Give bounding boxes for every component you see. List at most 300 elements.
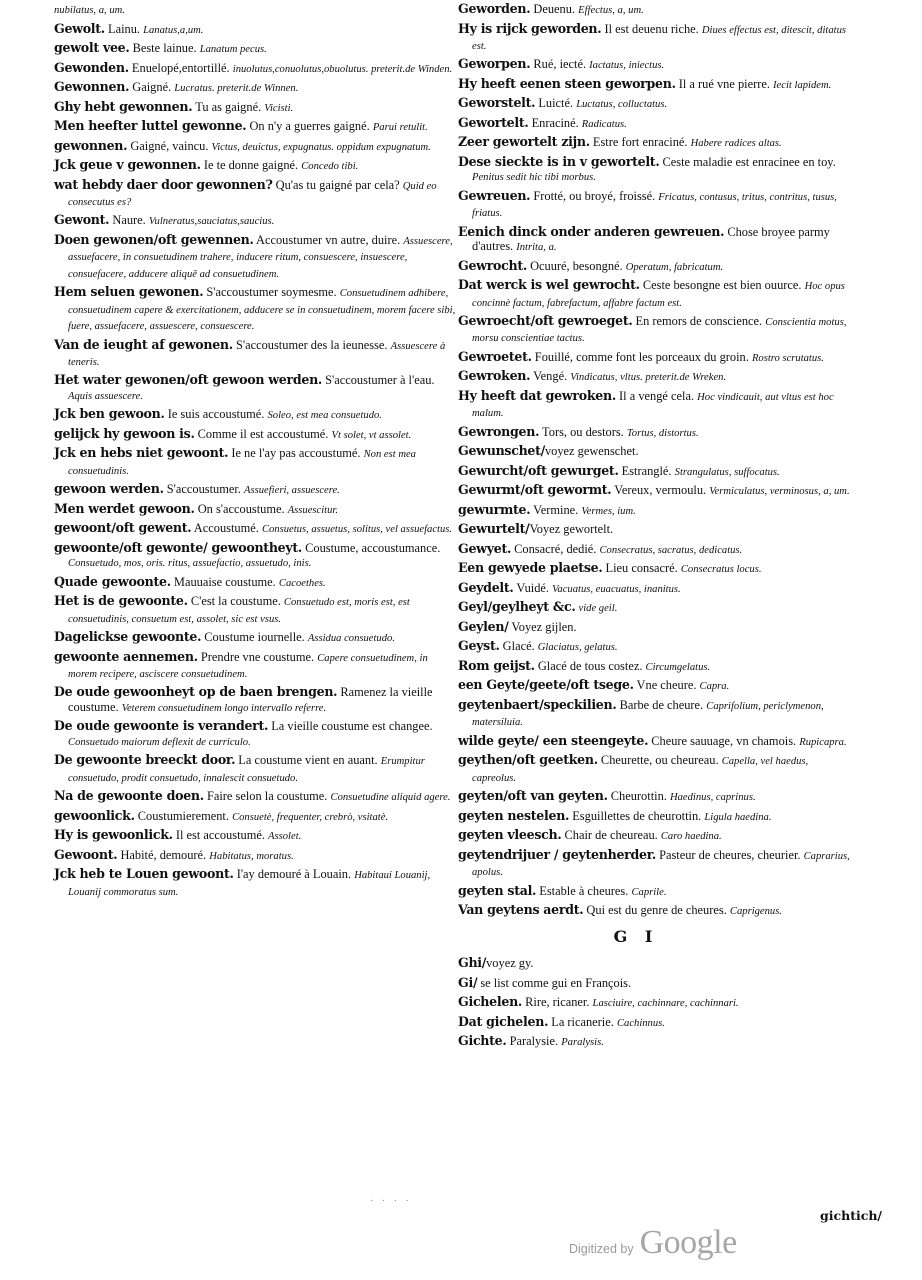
entry-headword: Het is de gewoonte. — [54, 593, 188, 609]
entry-french-gloss: Estre fort enraciné. — [589, 135, 691, 150]
entry-french-gloss: Cheurette, ou cheureau. — [597, 753, 722, 768]
dictionary-entry — [458, 389, 854, 422]
entry-latin-gloss: Consuetudo, mos, oris. ritus, assuefactio, assuetudo, inis. — [68, 558, 312, 570]
dictionary-entry — [458, 698, 854, 731]
entry-french-gloss: Estable à cheures. — [536, 883, 632, 898]
dictionary-entry — [458, 350, 854, 366]
dictionary-entry — [458, 155, 854, 186]
entry-latin-gloss: Ligula haedina. — [704, 811, 772, 823]
entry-headword: De oude gewoonte is verandert. — [54, 718, 269, 734]
dictionary-entry — [458, 314, 854, 347]
entry-headword: Gewoont. — [54, 846, 118, 862]
entry-french-gloss: Voyez gijlen. — [508, 619, 577, 634]
digitized-footer — [569, 1224, 737, 1262]
entry-latin-gloss: Lasciuire, cachinnare, cachinnari. — [592, 998, 739, 1010]
entry-headword: Gewyet. — [458, 540, 512, 556]
dictionary-entry — [458, 522, 854, 538]
entry-latin-gloss: Quid eo consecutus es? — [68, 180, 437, 208]
dictionary-entry — [54, 100, 458, 116]
entry-latin-gloss: Non est mea consuetudinis. — [68, 449, 416, 477]
entry-latin-gloss: Vindicatus, vltus. preterit.de Wreken. — [570, 372, 727, 384]
entry-latin-gloss: Lanatum pecus. — [199, 44, 267, 55]
entry-headword: gelijck hy gewoon is. — [54, 425, 195, 441]
entry-headword: Dese sieckte is in v gewortelt. — [458, 153, 660, 169]
entry-latin-gloss: Assuefieri, assuescere. — [244, 485, 340, 497]
entry-headword: Gichte. — [458, 1033, 507, 1049]
dictionary-entry — [458, 483, 854, 499]
digitized-by-label: Digitized by — [569, 1242, 634, 1256]
entry-latin-gloss: Rupicapra. — [799, 736, 847, 748]
entry-french-gloss: Chose broyee parmy d'autres. — [472, 224, 830, 254]
entry-headword: Hy heeft dat gewroken. — [458, 387, 616, 403]
dictionary-entry — [54, 650, 458, 683]
entry-french-gloss: Qui est du genre de cheures. — [583, 903, 730, 918]
entry-latin-gloss: Conscientia motus, morsu conscientiae tactus. — [472, 317, 847, 345]
entry-french-gloss: Ocuuré, besongné. — [526, 258, 626, 273]
entry-french-gloss: Vermine. — [530, 502, 582, 517]
entry-headword: De oude gewoonheyt op de baen brengen. — [54, 684, 338, 700]
entry-french-gloss: La coustume vient en auant. — [235, 753, 381, 768]
dictionary-entry — [458, 789, 854, 805]
dictionary-entry — [54, 789, 458, 805]
dictionary-entry — [458, 22, 854, 55]
entry-headword: geytenbaert/speckilien. — [458, 696, 617, 712]
entry-headword: De gewoonte breeckt door. — [54, 752, 236, 768]
entry-latin-gloss: Caprarius, apolus. — [472, 850, 850, 879]
entry-latin-gloss: Capra. — [699, 681, 730, 693]
dictionary-entry — [54, 575, 458, 591]
entry-french-gloss: Esguillettes de cheurottin. — [569, 808, 705, 823]
entry-french-gloss: Deuenu. — [530, 2, 579, 16]
entry-headword: geyten nestelen. — [458, 807, 570, 823]
dictionary-entry — [458, 903, 854, 919]
entry-french-gloss: I'ay demouré à Louain. — [233, 867, 355, 882]
dictionary-entry — [54, 338, 458, 371]
entry-latin-gloss: Assolet. — [268, 831, 302, 843]
entry-latin-gloss: Consuetudinem adhibere, consuetudinem capere & exercitationem, adducere se in consuetudinem, morem facere sibi, fuere, assuefacere, assuescere, consuescere. — [68, 288, 456, 333]
dictionary-entry — [458, 639, 854, 655]
dictionary-entry — [458, 976, 854, 992]
dictionary-entry — [458, 828, 854, 844]
dictionary-entry — [54, 541, 458, 572]
entry-latin-gloss: Assuescitur. — [287, 504, 339, 516]
entry-french-gloss: voyez gy. — [486, 956, 534, 971]
dictionary-entry — [54, 139, 458, 155]
dictionary-entry — [458, 1034, 854, 1050]
entry-latin-gloss: Tortus, distortus. — [626, 427, 699, 439]
entry-latin-gloss: Assidua consuetudo. — [307, 633, 395, 645]
entry-latin-gloss: Hoc opus concinnè factum, fabrefactum, affabre factum est. — [472, 281, 845, 309]
dictionary-entry — [54, 753, 458, 786]
dictionary-entry — [54, 61, 458, 77]
dictionary-entry — [458, 57, 854, 73]
entry-french-gloss: Glacé. — [499, 639, 538, 654]
entry-headword: Geylen/ — [458, 618, 509, 634]
entry-headword: Gewurcht/oft gewurget. — [458, 462, 619, 478]
entry-headword: geythen/oft geetken. — [458, 752, 598, 768]
entry-latin-gloss: Assuescere à teneris. — [68, 340, 446, 368]
entry-french-gloss: Habité, demouré. — [117, 847, 210, 862]
entry-latin-gloss: Circumgelatus. — [645, 661, 711, 673]
entry-headword: Van de ieught af gewonen. — [54, 336, 233, 352]
dictionary-entry — [54, 446, 458, 479]
entry-latin-gloss: Victus, deuictus, expugnatus. oppidum expugnatum. — [211, 141, 431, 153]
entry-french-gloss: Ceste besongne est bien ouurce. — [639, 278, 805, 293]
entry-french-gloss: Il est deuenu riche. — [601, 21, 702, 36]
entry-headword: Gewurtelt/ — [458, 521, 530, 537]
entry-french-gloss: Paralysie. — [506, 1034, 562, 1049]
entry-latin-gloss: Vicisti. — [264, 102, 294, 114]
entry-headword: Gewonnen. — [54, 79, 130, 94]
entry-french-gloss: Fouillé, comme font les porceaux du groin. — [531, 349, 752, 364]
entry-latin-gloss: Consuetudo maiorum deflexit de curriculo. — [68, 736, 251, 748]
dictionary-entry — [458, 753, 854, 786]
entry-headword: Gewolt. — [54, 20, 105, 36]
entry-headword: Men werdet gewoon. — [54, 500, 195, 516]
dictionary-entry — [54, 41, 458, 57]
entry-french-gloss: Lainu. — [104, 21, 144, 36]
entry-french-gloss: Consacré, dedié. — [511, 541, 600, 556]
entry-headword: Geyst. — [458, 638, 500, 654]
right-column — [458, 2, 854, 1054]
entry-latin-gloss: Capere consuetudinem, in morem recipere, asciscere consuetudinem. — [68, 652, 428, 680]
entry-latin-gloss: Effectus, a, um. — [578, 5, 644, 16]
entry-headword: Na de gewoonte doen. — [54, 788, 204, 804]
entry-french-gloss: Faire selon la coustume. — [203, 789, 331, 804]
entry-latin-gloss: Parui retulit. — [372, 122, 428, 133]
entry-headword: gewoont/oft gewent. — [54, 520, 192, 536]
dictionary-entry — [458, 678, 854, 694]
entry-latin-gloss: Soleo, est mea consuetudo. — [267, 410, 382, 422]
entry-headword: Geworstelt. — [458, 95, 536, 111]
dictionary-entry — [458, 2, 854, 18]
entry-french-gloss: Glacé de tous costez. — [534, 658, 646, 673]
entry-latin-gloss: Caprigenus. — [729, 906, 782, 918]
dictionary-entry — [54, 2, 458, 18]
entry-headword: Gewreuen. — [458, 187, 531, 203]
dictionary-entry — [458, 542, 854, 558]
entry-latin-gloss: Cacoethes. — [278, 577, 326, 589]
entry-headword: Dat werck is wel gewrocht. — [458, 277, 640, 293]
entry-latin-gloss: Rostro scrutatus. — [751, 352, 824, 364]
dictionary-entry — [54, 482, 458, 498]
entry-latin-gloss: Vermiculatus, verminosus, a, um. — [709, 486, 850, 498]
entry-latin-gloss: Habere radices altas. — [690, 138, 782, 150]
entry-latin-gloss: Glaciatus, gelatus. — [537, 642, 618, 654]
entry-headword: Jck geue v gewonnen. — [54, 157, 201, 172]
entry-headword: gewolt vee. — [54, 40, 130, 55]
dictionary-entry — [458, 425, 854, 441]
dictionary-entry — [54, 373, 458, 404]
entry-latin-gloss: Diues effectus est, ditescit, ditatus est. — [472, 24, 847, 52]
entry-headword: geyten/oft van geyten. — [458, 788, 608, 804]
entry-french-gloss: Estranglé. — [618, 463, 675, 478]
entry-french-gloss: Vne cheure. — [633, 678, 700, 693]
entry-headword: Gewroecht/oft gewroeget. — [458, 313, 633, 329]
entry-headword: Gewunschet/ — [458, 443, 545, 459]
dictionary-entry — [458, 809, 854, 825]
dictionary-entry — [54, 594, 458, 627]
entry-headword: wat hebdy daer door gewonnen? — [54, 176, 273, 192]
dictionary-entry — [54, 685, 458, 716]
dictionary-entry — [458, 734, 854, 750]
entry-headword: Doen gewonen/oft gewennen. — [54, 231, 254, 247]
entry-latin-gloss: Aquis assuescere. — [68, 390, 143, 402]
entry-french-gloss: On s'accoustume. — [194, 501, 288, 516]
entry-headword: Hy is rijck geworden. — [458, 20, 602, 36]
entry-headword: Geworpen. — [458, 56, 531, 72]
entry-headword: Gichelen. — [458, 994, 523, 1010]
entry-french-gloss: Vereux, vermoulu. — [611, 483, 710, 498]
entry-french-gloss: Ie suis accoustumé. — [164, 407, 268, 422]
dictionary-entry — [54, 427, 458, 443]
entry-latin-gloss: Fricatus, contusus, tritus, contritus, tusus, friatus. — [472, 191, 837, 220]
dictionary-entry — [458, 135, 854, 151]
entry-latin-gloss: Lanatus,a,um. — [143, 24, 204, 36]
dictionary-entry — [54, 828, 458, 844]
entry-headword: Een gewyede plaetse. — [458, 560, 603, 576]
dictionary-entry — [54, 285, 458, 334]
entry-latin-gloss: Assuescere, assuefacere, in consuetudinem trahere, inducere ritum, consuescere, insuescere, consuefacere, adducere aliquē ad consuetudinem. — [68, 235, 453, 280]
entry-headword: Gewonden. — [54, 59, 129, 75]
entry-latin-gloss: Caprile. — [631, 886, 667, 898]
dictionary-entry — [54, 809, 458, 825]
entry-french-gloss: Barbe de cheure. — [616, 697, 707, 712]
entry-french-gloss: Tors, ou destors. — [539, 424, 627, 439]
entry-headword: Hy heeft eenen steen geworpen. — [458, 75, 676, 91]
entry-french-gloss: S'accoustumer soymesme. — [203, 285, 340, 300]
entry-latin-gloss: Vermes, ium. — [581, 505, 636, 517]
dictionary-entry — [458, 225, 854, 256]
entry-latin-gloss: Vt solet, vt assolet. — [331, 429, 412, 441]
entry-headword: Jck ben gewoon. — [54, 406, 165, 422]
entry-latin-gloss: Paralysis. — [561, 1037, 604, 1049]
entry-headword: Gewrongen. — [458, 423, 540, 439]
dictionary-entry — [458, 600, 854, 616]
entry-french-gloss: Beste lainue. — [129, 41, 200, 55]
entry-headword: Het water gewonen/oft gewoon werden. — [54, 372, 323, 388]
google-logo: Google — [639, 1224, 737, 1261]
entry-latin-gloss: Intrita, a. — [516, 242, 557, 254]
entry-french-gloss: Ie ne l'ay pas accoustumé. — [228, 446, 364, 461]
entry-french-gloss: Coustumierement. — [134, 808, 233, 823]
entry-latin-gloss: Consuetudine aliquid agere. — [330, 792, 451, 804]
entry-headword: Hy is gewoonlick. — [54, 827, 173, 843]
entry-latin-gloss: Consecratus, sacratus, dedicatus. — [599, 544, 743, 556]
entry-french-gloss: Vuidé. — [513, 580, 553, 595]
entry-french-gloss: Accoustumé. — [191, 521, 262, 536]
entry-french-gloss: Ceste maladie est enracinee en toy. — [659, 154, 836, 169]
dictionary-entry — [458, 581, 854, 597]
entry-french-gloss: Naure. — [109, 213, 149, 228]
entry-french-gloss: Il est accoustumé. — [172, 828, 269, 843]
entry-french-gloss: se list comme gui en François. — [477, 975, 632, 990]
entry-headword: Quade gewoonte. — [54, 573, 171, 589]
entry-headword: geytendrijuer / geytenherder. — [458, 846, 656, 862]
dictionary-entry — [54, 502, 458, 518]
entry-headword: Gewurmt/oft gewormt. — [458, 482, 612, 498]
entry-latin-gloss: Caprifolium, periclymenon, matersiluia. — [472, 700, 824, 729]
entry-headword: Jck heb te Louen gewoont. — [54, 866, 234, 882]
entry-latin-gloss: Lucratus. preterit.de Winnen. — [174, 83, 299, 94]
entry-french-gloss: S'accoustumer. — [163, 482, 245, 497]
dictionary-entry — [458, 369, 854, 385]
dictionary-entry — [458, 116, 854, 132]
entry-latin-gloss: Hoc vindicauit, aut vltus est hoc malum. — [472, 391, 834, 420]
dictionary-entry — [458, 464, 854, 480]
dictionary-entry — [458, 444, 854, 460]
entry-french-gloss: La ricanerie. — [548, 1014, 617, 1029]
entry-latin-gloss: Penitus sedit hic tibi morbus. — [472, 172, 596, 184]
entry-headword: Dat gichelen. — [458, 1013, 549, 1029]
entry-latin-gloss: Veterem consuetudinem longo intervallo referre. — [121, 702, 327, 714]
dictionary-entry — [54, 178, 458, 211]
entry-headword: gewoonlick. — [54, 807, 135, 823]
entry-latin-gloss: Consuetè, frequenter, crebrò, vsitatè. — [232, 811, 389, 823]
entry-headword: Geydelt. — [458, 579, 514, 595]
dictionary-entry — [458, 884, 854, 900]
dictionary-entry — [458, 848, 854, 881]
dictionary-entry — [54, 848, 458, 864]
entry-latin-gloss: inuolutus,conuolutus,obuolutus. preterit.de Winden. — [232, 63, 453, 75]
entry-latin-gloss: nubilatus, a, um. — [54, 5, 125, 16]
right-column-entries-a — [458, 2, 854, 919]
section-heading: G I — [613, 927, 659, 947]
entry-headword: Gewrocht. — [458, 257, 527, 273]
dictionary-entry — [458, 259, 854, 275]
dictionary-entry — [54, 158, 458, 174]
entry-french-gloss: Luicté. — [535, 96, 577, 111]
entry-latin-gloss: Concedo tibi. — [301, 161, 359, 172]
entry-latin-gloss: Caro haedina. — [660, 831, 722, 843]
entry-french-gloss: Cheure sauuage, vn chamois. — [648, 733, 800, 748]
entry-french-gloss: Ie te donne gaigné. — [200, 158, 302, 172]
entry-latin-gloss: vide geil. — [578, 603, 618, 615]
dictionary-entry — [458, 659, 854, 675]
entry-french-gloss: Tu as gaigné. — [192, 99, 265, 114]
entry-latin-gloss: Vulneratus,sauciatus,saucius. — [148, 216, 275, 228]
dictionary-entry — [54, 521, 458, 537]
entry-headword: Van geytens aerdt. — [458, 902, 584, 918]
entry-headword: Ghi/ — [458, 955, 487, 971]
entry-headword: geyten vleesch. — [458, 827, 562, 843]
entry-french-gloss: La vieille coustume est changee. — [268, 719, 433, 734]
entry-headword: Dagelickse gewoonte. — [54, 629, 202, 645]
dictionary-entry — [458, 995, 854, 1011]
entry-french-gloss: Coustume, accoustumance. — [302, 540, 441, 555]
dictionary-entry — [458, 77, 854, 93]
entry-headword: Rom geijst. — [458, 657, 535, 673]
entry-headword: een Geyte/geete/oft tsege. — [458, 677, 634, 693]
entry-french-gloss: Enraciné. — [528, 115, 582, 130]
entry-headword: Gewroetet. — [458, 348, 532, 364]
entry-french-gloss: Comme il est accoustumé. — [194, 426, 332, 441]
entry-latin-gloss: Consuetudo est, moris est, est consuetudinis, consuetum est, assolet, sic est vsus. — [68, 597, 410, 625]
entry-latin-gloss: Radicatus. — [581, 118, 627, 130]
entry-latin-gloss: Operatum, fabricatum. — [625, 261, 724, 273]
entry-french-gloss: Enuelopé,entortillé. — [128, 60, 233, 75]
entry-french-gloss: Mauuaise coustume. — [170, 574, 279, 589]
entry-french-gloss: S'accoustumer à l'eau. — [322, 373, 435, 388]
entry-latin-gloss: Habitatus, moratus. — [209, 850, 294, 862]
entry-headword: gewurmte. — [458, 501, 531, 517]
entry-latin-gloss: Iecit lapidem. — [773, 79, 832, 91]
entry-latin-gloss: Vacuatus, euacuatus, inanitus. — [552, 583, 681, 595]
dictionary-entry — [54, 630, 458, 646]
dictionary-entry — [458, 956, 854, 972]
dictionary-entry — [54, 867, 458, 900]
entry-latin-gloss: Strangulatus, suffocatus. — [674, 466, 780, 478]
entry-latin-gloss: Haedinus, caprinus. — [669, 792, 756, 804]
entry-french-gloss: Accoustumer vn autre, duire. — [253, 232, 404, 247]
entry-headword: wilde geyte/ een steengeyte. — [458, 732, 649, 748]
right-column-entries-b — [458, 956, 854, 1050]
dictionary-entry — [458, 561, 854, 577]
catchword: gichtich/ — [820, 1208, 882, 1223]
entry-latin-gloss: Luctatus, colluctatus. — [576, 99, 668, 111]
entry-headword: Gewortelt. — [458, 114, 529, 130]
entry-headword: Gi/ — [458, 974, 478, 990]
entry-french-gloss: Chair de cheureau. — [561, 828, 661, 843]
entry-latin-gloss: Consuetus, assuetus, solitus, vel assuefactus. — [261, 524, 453, 536]
entry-headword: Men heefter luttel gewonne. — [54, 118, 247, 133]
entry-french-gloss: voyez gewenschet. — [544, 444, 639, 459]
dictionary-entry — [54, 407, 458, 423]
entry-latin-gloss: Consecratus locus. — [680, 564, 762, 576]
entry-french-gloss: Gaigné. — [129, 80, 175, 94]
entry-french-gloss: Il a vengé cela. — [615, 388, 698, 403]
entry-french-gloss: Ramenez la vieille coustume. — [68, 685, 433, 714]
entry-headword: geyten stal. — [458, 882, 537, 898]
entry-headword: Hem seluen gewonen. — [54, 284, 204, 300]
entry-latin-gloss: Capella, vel haedus, capreolus. — [472, 756, 809, 784]
entry-french-gloss: Cheurottin. — [607, 789, 670, 804]
entry-french-gloss: Voyez gewortelt. — [529, 522, 614, 537]
entry-latin-gloss: Habitaui Louanij, Louanij commoratus sum. — [68, 870, 431, 898]
entry-french-gloss: En remors de conscience. — [632, 314, 766, 329]
dictionary-entry — [54, 213, 458, 229]
entry-french-gloss: Prendre vne coustume. — [197, 649, 318, 664]
dictionary-entry — [458, 620, 854, 636]
dictionary-entry — [54, 233, 458, 282]
entry-headword: Gewont. — [54, 212, 110, 228]
dictionary-entry — [458, 189, 854, 222]
page-marks: · · · · — [370, 1196, 412, 1207]
left-column — [54, 2, 458, 903]
entry-french-gloss: Gaigné, vaincu. — [127, 138, 212, 153]
dictionary-entry — [54, 80, 458, 96]
entry-latin-gloss: Iactatus, iniectus. — [589, 60, 665, 72]
entry-headword: Zeer gewortelt zijn. — [458, 134, 590, 150]
dictionary-entry — [458, 278, 854, 311]
entry-headword: gewoon werden. — [54, 481, 164, 497]
entry-french-gloss: Rire, ricaner. — [522, 995, 593, 1010]
entry-french-gloss: Il a rué vne pierre. — [675, 76, 774, 91]
entry-headword: Jck en hebs niet gewoont. — [54, 445, 229, 461]
entry-headword: Geworden. — [458, 1, 531, 16]
dictionary-entry — [54, 119, 458, 135]
entry-latin-gloss: Cachinnus. — [616, 1017, 665, 1029]
entry-french-gloss: Pasteur de cheures, cheurier. — [655, 847, 804, 862]
entry-headword: gewoonte/oft gewonte/ gewoontheyt. — [54, 539, 303, 555]
entry-french-gloss: Qu'as tu gaigné par cela? — [272, 177, 403, 192]
dictionary-entry — [458, 503, 854, 519]
entry-french-gloss: Vengé. — [530, 369, 571, 384]
entry-french-gloss: On n'y a guerres gaigné. — [246, 119, 373, 133]
entry-french-gloss: Rué, iecté. — [530, 57, 590, 72]
entry-headword: gewoonte aennemen. — [54, 648, 198, 664]
entry-french-gloss: Coustume iournelle. — [201, 630, 308, 645]
